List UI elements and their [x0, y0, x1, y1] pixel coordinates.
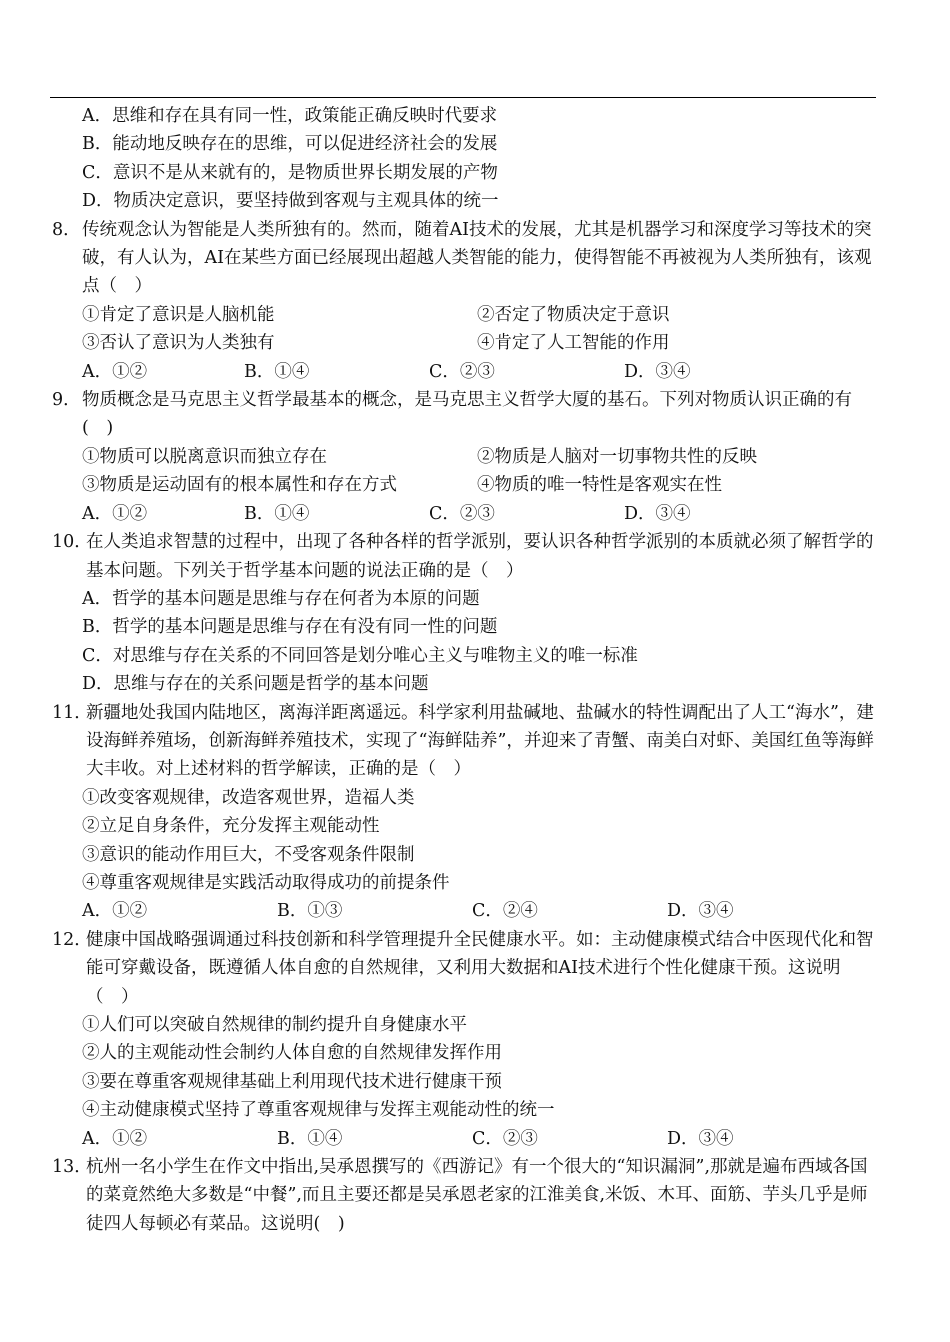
q8-statement-1: ①肯定了意识是人脑机能 — [82, 304, 275, 325]
q9-choice-c: C．②③ — [429, 503, 495, 524]
q12-choice-c: C．②③ — [472, 1128, 538, 1149]
q12-choices — [82, 1125, 878, 1153]
q8-choices — [82, 358, 878, 386]
q7-option-d: D．物质决定意识，要坚持做到客观与主观具体的统一 — [82, 191, 499, 212]
q10-stem: 在人类追求智慧的过程中，出现了各种各样的哲学派别，要认识各种哲学派别的本质就必须了解哲学的基本问题。下列关于哲学基本问题的说法正确的是（ ） — [86, 532, 874, 581]
q7-option-b: B．能动地反映存在的思维，可以促进经济社会的发展 — [82, 134, 498, 155]
q9-stem: 物质概念是马克思主义哲学最基本的概念，是马克思主义哲学大厦的基石。下列对物质认识正确的有( ) — [82, 390, 852, 439]
q10-number: 10． — [52, 532, 92, 553]
q7-option-c: C．意识不是从来就有的，是物质世界长期发展的产物 — [82, 162, 498, 183]
question-8 — [52, 216, 878, 386]
question-11 — [52, 699, 878, 926]
question-10 — [52, 528, 878, 698]
question-7-tail — [52, 102, 878, 216]
q9-statement-1: ①物质可以脱离意识而独立存在 — [82, 446, 327, 467]
q12-choice-a: A．①② — [82, 1128, 148, 1149]
q11-statement-4: ④尊重客观规律是实践活动取得成功的前提条件 — [82, 872, 450, 893]
q11-choice-a: A．①② — [82, 901, 148, 922]
question-13 — [52, 1153, 878, 1238]
q11-number: 11． — [52, 702, 92, 723]
q10-option-b: B．哲学的基本问题是思维与存在有没有同一性的问题 — [82, 617, 498, 638]
q13-number: 13． — [52, 1157, 92, 1178]
q12-statement-1: ①人们可以突破自然规律的制约提升自身健康水平 — [82, 1015, 467, 1035]
q13-stem: 杭州一名小学生在作文中指出,吴承恩撰写的《西游记》有一个很大的“知识漏洞”,那就是遍布西域各国的菜竟然绝大多数是“中餐”,而且主要还都是吴承恩老家的江淮美食,米饭、木耳、面筋、芋头几乎是师徒四人每顿必有菜品。这说明( ) — [86, 1157, 868, 1234]
q10-option-a: A．哲学的基本问题是思维与存在何者为本原的问题 — [82, 588, 480, 609]
q9-statement-4: ④物质的唯一特性是客观实在性 — [477, 475, 722, 496]
q9-statements — [82, 443, 878, 500]
q12-choice-d: D．③④ — [667, 1128, 734, 1149]
q8-choice-a: A．①② — [82, 361, 148, 382]
q9-choices — [82, 500, 878, 528]
q8-choice-b: B．①④ — [244, 361, 310, 382]
q11-choice-b: B．①③ — [277, 901, 343, 922]
header-rule — [50, 97, 876, 98]
q9-number: 9． — [52, 390, 81, 411]
q8-choice-c: C．②③ — [429, 361, 495, 382]
q9-statement-3: ③物质是运动固有的根本属性和存在方式 — [82, 475, 397, 496]
q12-number: 12． — [52, 929, 92, 950]
q8-statement-3: ③否认了意识为人类独有 — [82, 333, 275, 354]
q8-number: 8． — [52, 219, 81, 240]
q10-option-d: D．思维与存在的关系问题是哲学的基本问题 — [82, 674, 429, 695]
q11-statement-2: ②立足自身条件，充分发挥主观能动性 — [82, 816, 380, 837]
q12-statement-3: ③要在尊重客观规律基础上利用现代技术进行健康干预 — [82, 1071, 502, 1092]
q8-stem: 传统观念认为智能是人类所独有的。然而，随着AI技术的发展，尤其是机器学习和深度学习等技术的突破，有人认为，AI在某些方面已经展现出超越人类智能的能力，使得智能不再被视为人类所独有，该观点（ ） — [82, 219, 872, 297]
q9-choice-a: A．①② — [82, 503, 148, 524]
q9-statement-2: ②物质是人脑对一切事物共性的反映 — [477, 446, 757, 467]
q12-choice-b: B．①④ — [277, 1128, 343, 1149]
q8-statement-2: ②否定了物质决定于意识 — [477, 304, 670, 325]
exam-page — [52, 102, 878, 1238]
q11-choice-d: D．③④ — [667, 901, 734, 922]
q11-statement-3: ③意识的能动作用巨大，不受客观条件限制 — [82, 844, 415, 865]
q10-option-c: C．对思维与存在关系的不同回答是划分唯心主义与唯物主义的唯一标准 — [82, 645, 638, 666]
q8-statements — [82, 301, 878, 358]
question-12 — [52, 926, 878, 1153]
q12-statement-2: ②人的主观能动性会制约人体自愈的自然规律发挥作用 — [82, 1043, 502, 1064]
q9-choice-b: B．①④ — [244, 503, 310, 524]
q7-option-a: A．思维和存在具有同一性，政策能正确反映时代要求 — [82, 106, 498, 126]
q8-choice-d: D．③④ — [624, 361, 691, 382]
q11-stem: 新疆地处我国内陆地区，离海洋距离遥远。科学家利用盐碱地、盐碱水的特性调配出了人工“海水”，建设海鲜养殖场，创新海鲜养殖技术，实现了“海鲜陆养”，并迎来了青蟹、南美白对虾、美国红鱼等海鲜大丰收。对上述材料的哲学解读，正确的是（ ） — [86, 702, 874, 780]
q8-statement-4: ④肯定了人工智能的作用 — [477, 333, 670, 354]
q11-choices — [82, 897, 878, 925]
q12-stem: 健康中国战略强调通过科技创新和科学管理提升全民健康水平。如：主动健康模式结合中医现代化和智能可穿戴设备，既遵循人体自愈的自然规律，又利用大数据和AI技术进行个性化健康干预。这说明（ ） — [86, 929, 874, 1007]
q9-choice-d: D．③④ — [624, 503, 691, 524]
q11-statement-1: ①改变客观规律，改造客观世界，造福人类 — [82, 787, 415, 808]
q12-statement-4: ④主动健康模式坚持了尊重客观规律与发挥主观能动性的统一 — [82, 1100, 555, 1121]
question-9 — [52, 386, 878, 528]
q11-choice-c: C．②④ — [472, 901, 538, 922]
